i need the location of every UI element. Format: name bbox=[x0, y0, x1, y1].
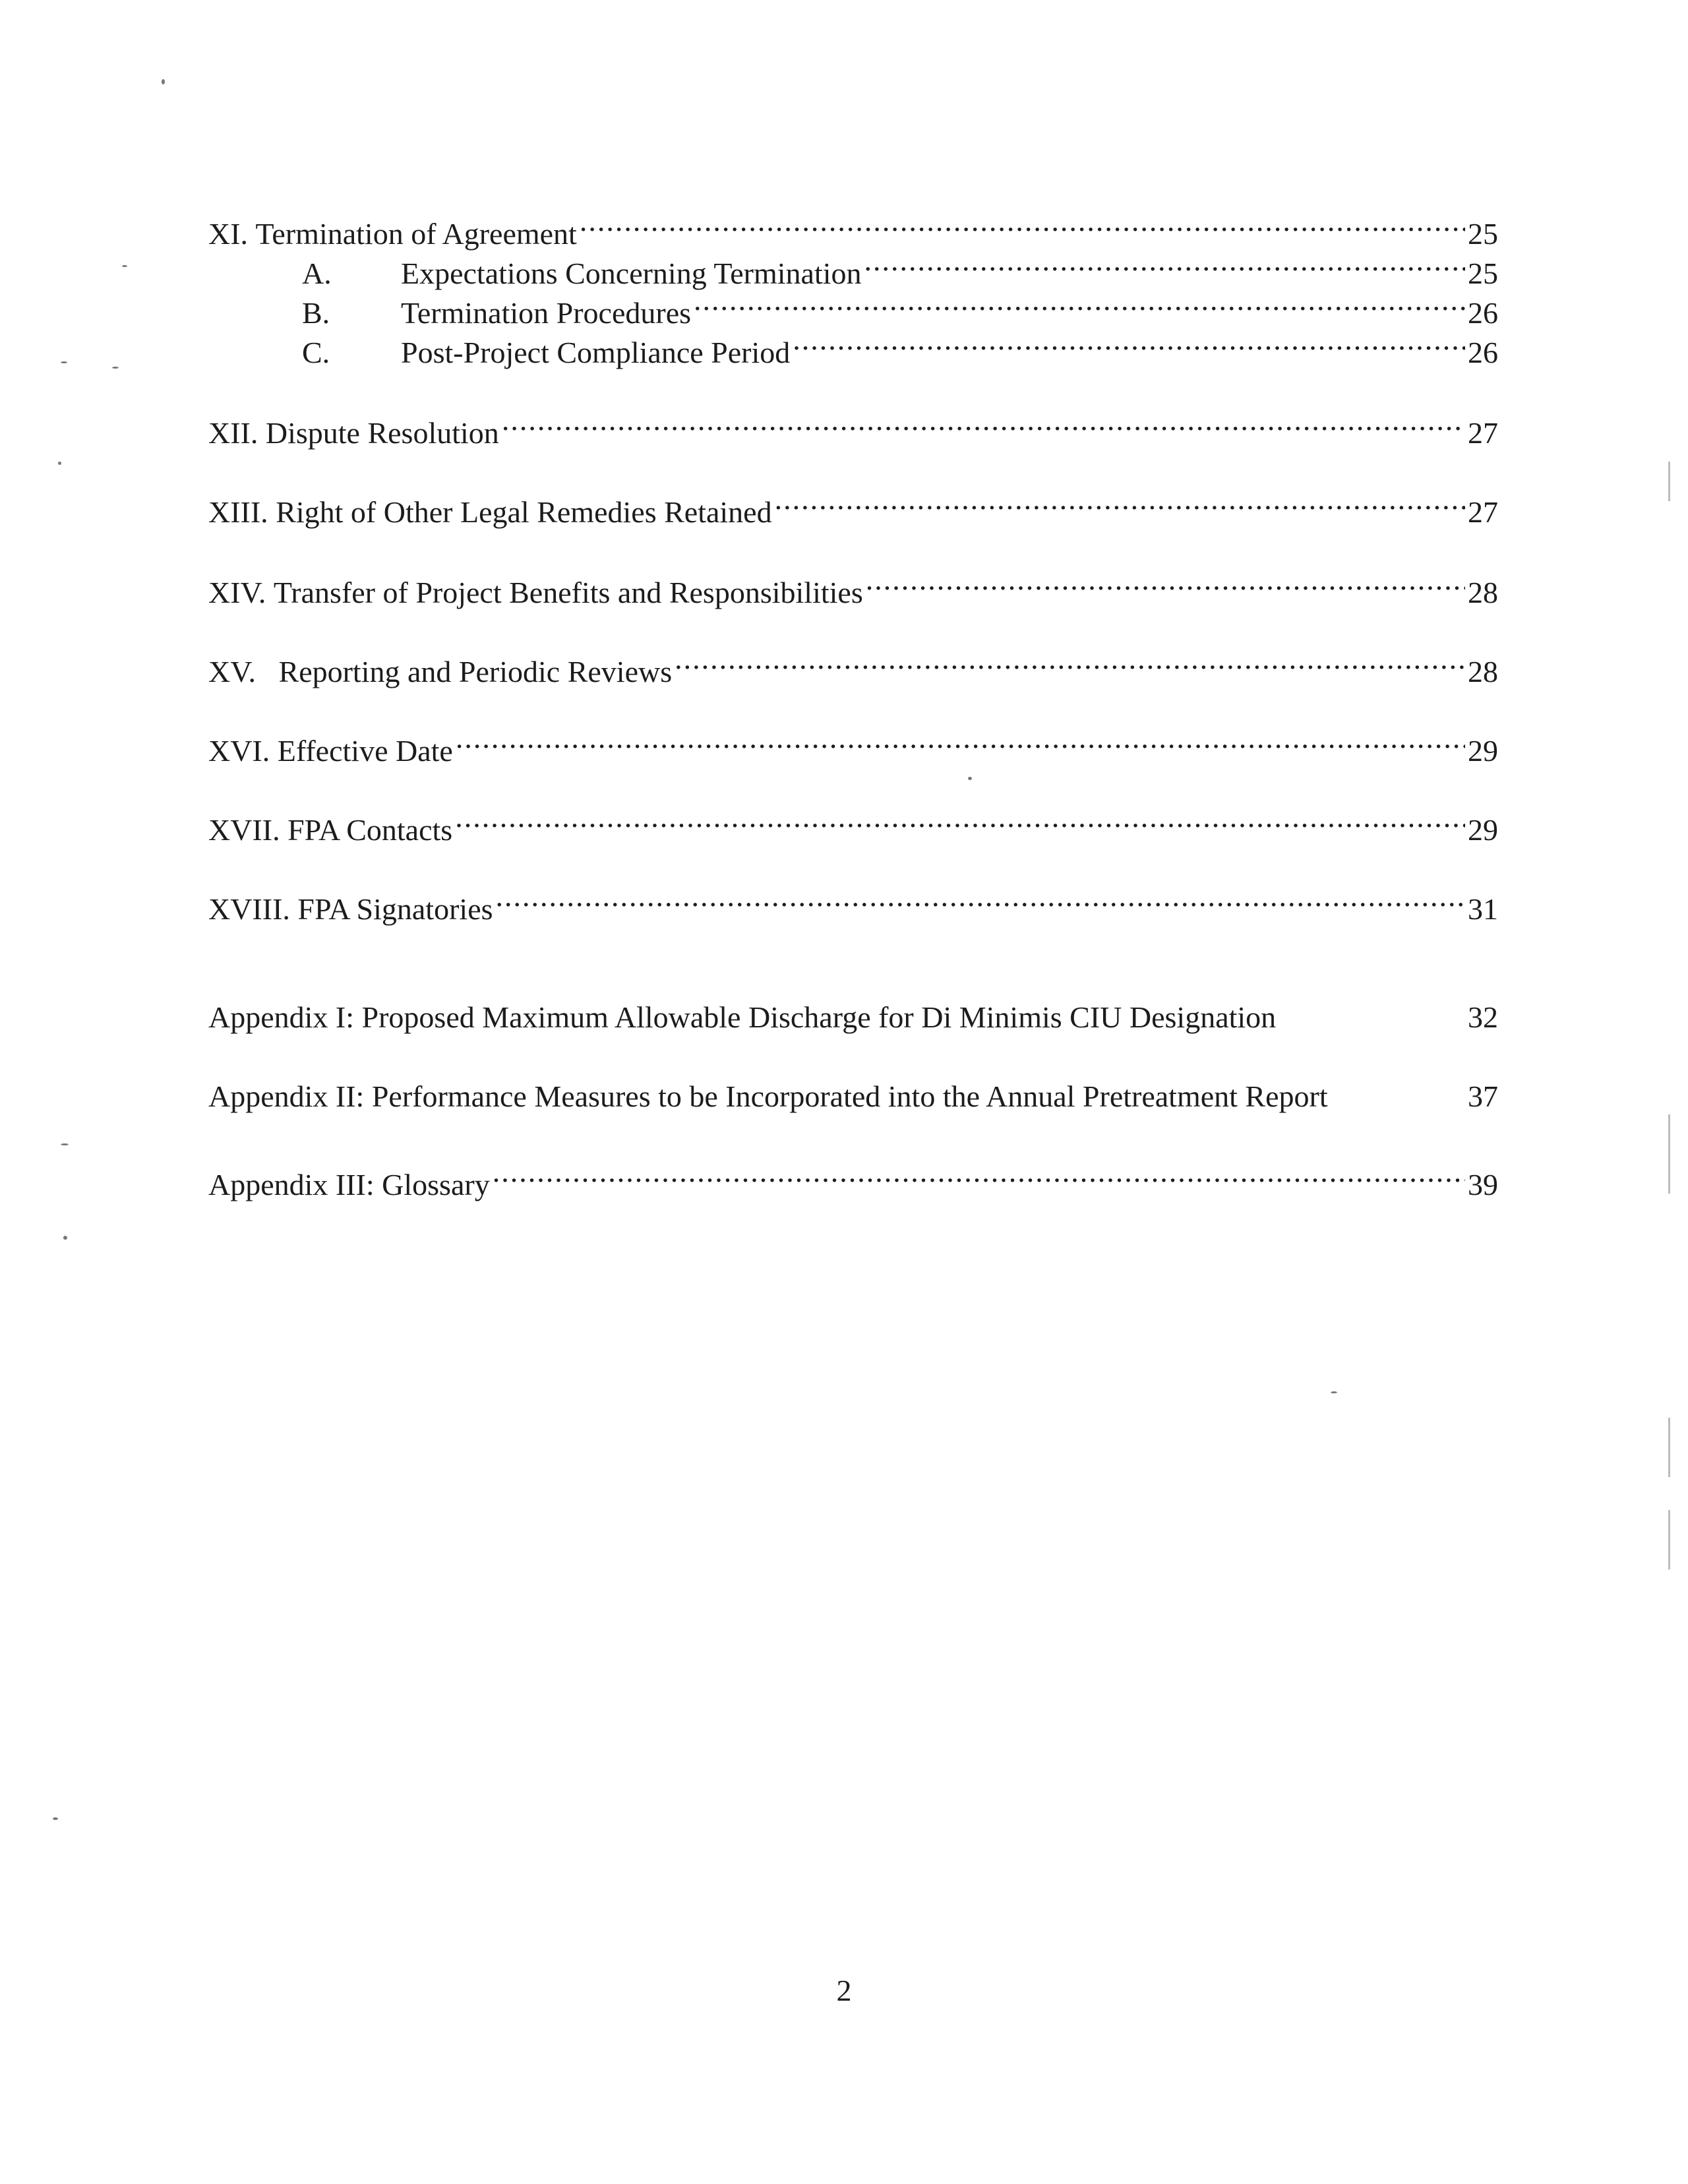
toc-entry-transfer-of-project-benefits[interactable] bbox=[208, 564, 1498, 612]
toc-entry-title: Termination of Agreement bbox=[255, 217, 577, 251]
toc-entry-page: 28 bbox=[1468, 655, 1498, 688]
toc-entry-title: Post-Project Compliance Period bbox=[401, 336, 791, 369]
toc-entry-title: Dispute Resolution bbox=[265, 416, 499, 450]
toc-entry-number: XIII. bbox=[208, 495, 268, 529]
toc-entry-number: XVI. bbox=[208, 734, 270, 768]
toc-appendix-title: Appendix II: Performance Measures to be Incorporated into the Annual Pretreatment Report bbox=[208, 1079, 1328, 1113]
toc-entry-number: B. bbox=[302, 296, 330, 330]
toc-appendix-page: 37 bbox=[1468, 1079, 1498, 1113]
toc-entry-page: 25 bbox=[1468, 217, 1498, 251]
dot-leader bbox=[580, 206, 1465, 244]
toc-appendix-ii[interactable] bbox=[208, 1077, 1498, 1116]
toc-appendix-title: Appendix I: Proposed Maximum Allowable Discharge for Di Minimis CIU Designation bbox=[208, 1000, 1277, 1034]
dot-leader bbox=[456, 723, 1465, 761]
toc-entry-page: 27 bbox=[1468, 495, 1498, 529]
toc-entry-number: XIV. bbox=[208, 576, 266, 609]
dot-leader bbox=[866, 564, 1465, 603]
scan-speck bbox=[53, 1817, 58, 1820]
scan-speck bbox=[162, 79, 165, 84]
toc-entry-page: 26 bbox=[1468, 296, 1498, 330]
toc-entry-title: Reporting and Periodic Reviews bbox=[278, 655, 673, 688]
toc-entry-title: Transfer of Project Benefits and Responsibilities bbox=[273, 576, 863, 609]
scan-speck bbox=[61, 361, 67, 363]
toc-entry-number: XVIII. bbox=[208, 892, 290, 926]
dot-leader bbox=[775, 484, 1465, 522]
scan-speck bbox=[63, 1236, 67, 1240]
scan-speck bbox=[122, 265, 127, 267]
toc-entry-page: 29 bbox=[1468, 734, 1498, 768]
toc-entry-title: Right of Other Legal Remedies Retained bbox=[276, 495, 772, 529]
scan-speck bbox=[1668, 462, 1670, 501]
toc-entry-number: XI. bbox=[208, 217, 249, 251]
toc-entry-fpa-signatories[interactable] bbox=[208, 881, 1498, 928]
toc-entry-title: FPA Signatories bbox=[297, 892, 493, 926]
toc-entry-number: XVII. bbox=[208, 813, 280, 847]
toc-entry-title: FPA Contacts bbox=[287, 813, 453, 847]
dot-leader bbox=[493, 1157, 1465, 1195]
toc-entry-page: 28 bbox=[1468, 576, 1498, 609]
toc-subentry-post-project-compliance-period[interactable] bbox=[302, 324, 1498, 372]
scan-speck bbox=[1668, 1114, 1670, 1194]
toc-entry-effective-date[interactable] bbox=[208, 723, 1498, 770]
toc-entry-reporting-and-periodic-reviews[interactable] bbox=[208, 644, 1498, 691]
toc-entry-number: XV. bbox=[208, 655, 256, 688]
toc-appendix-page: 32 bbox=[1468, 1000, 1498, 1034]
scan-speck bbox=[968, 777, 972, 780]
dot-leader bbox=[502, 405, 1465, 443]
scan-speck bbox=[112, 367, 119, 369]
toc-appendix-iii[interactable] bbox=[208, 1157, 1498, 1204]
toc-entry-title: Effective Date bbox=[277, 734, 453, 768]
scan-speck bbox=[1668, 1510, 1670, 1569]
toc-entry-page: 27 bbox=[1468, 416, 1498, 450]
dot-leader bbox=[793, 324, 1465, 363]
dot-leader bbox=[694, 285, 1465, 323]
scan-speck bbox=[1331, 1391, 1337, 1393]
toc-appendix-i[interactable] bbox=[208, 998, 1498, 1037]
page-number: 2 bbox=[836, 1974, 852, 2007]
toc-entry-number: A. bbox=[302, 257, 332, 290]
dot-leader bbox=[455, 802, 1465, 840]
toc-appendix-page: 39 bbox=[1468, 1168, 1498, 1201]
toc-entry-page: 26 bbox=[1468, 336, 1498, 369]
toc-entry-title: Termination Procedures bbox=[401, 296, 692, 330]
toc-entry-page: 31 bbox=[1468, 892, 1498, 926]
dot-leader bbox=[496, 881, 1465, 919]
toc-entry-page: 29 bbox=[1468, 813, 1498, 847]
dot-leader bbox=[675, 644, 1465, 682]
toc-entry-dispute-resolution[interactable] bbox=[208, 405, 1498, 452]
toc-entry-right-of-other-legal-remedies[interactable] bbox=[208, 484, 1498, 531]
toc-entry-fpa-contacts[interactable] bbox=[208, 802, 1498, 849]
toc-entry-number: XII. bbox=[208, 416, 258, 450]
dot-leader bbox=[864, 245, 1465, 284]
toc-entry-page: 25 bbox=[1468, 257, 1498, 290]
toc-entry-title: Expectations Concerning Termination bbox=[401, 257, 862, 290]
scan-speck bbox=[58, 462, 61, 465]
toc-entry-number: C. bbox=[302, 336, 330, 369]
scan-speck bbox=[61, 1143, 69, 1145]
toc-appendix-title: Appendix III: Glossary bbox=[208, 1168, 490, 1201]
scan-speck bbox=[1668, 1418, 1670, 1477]
